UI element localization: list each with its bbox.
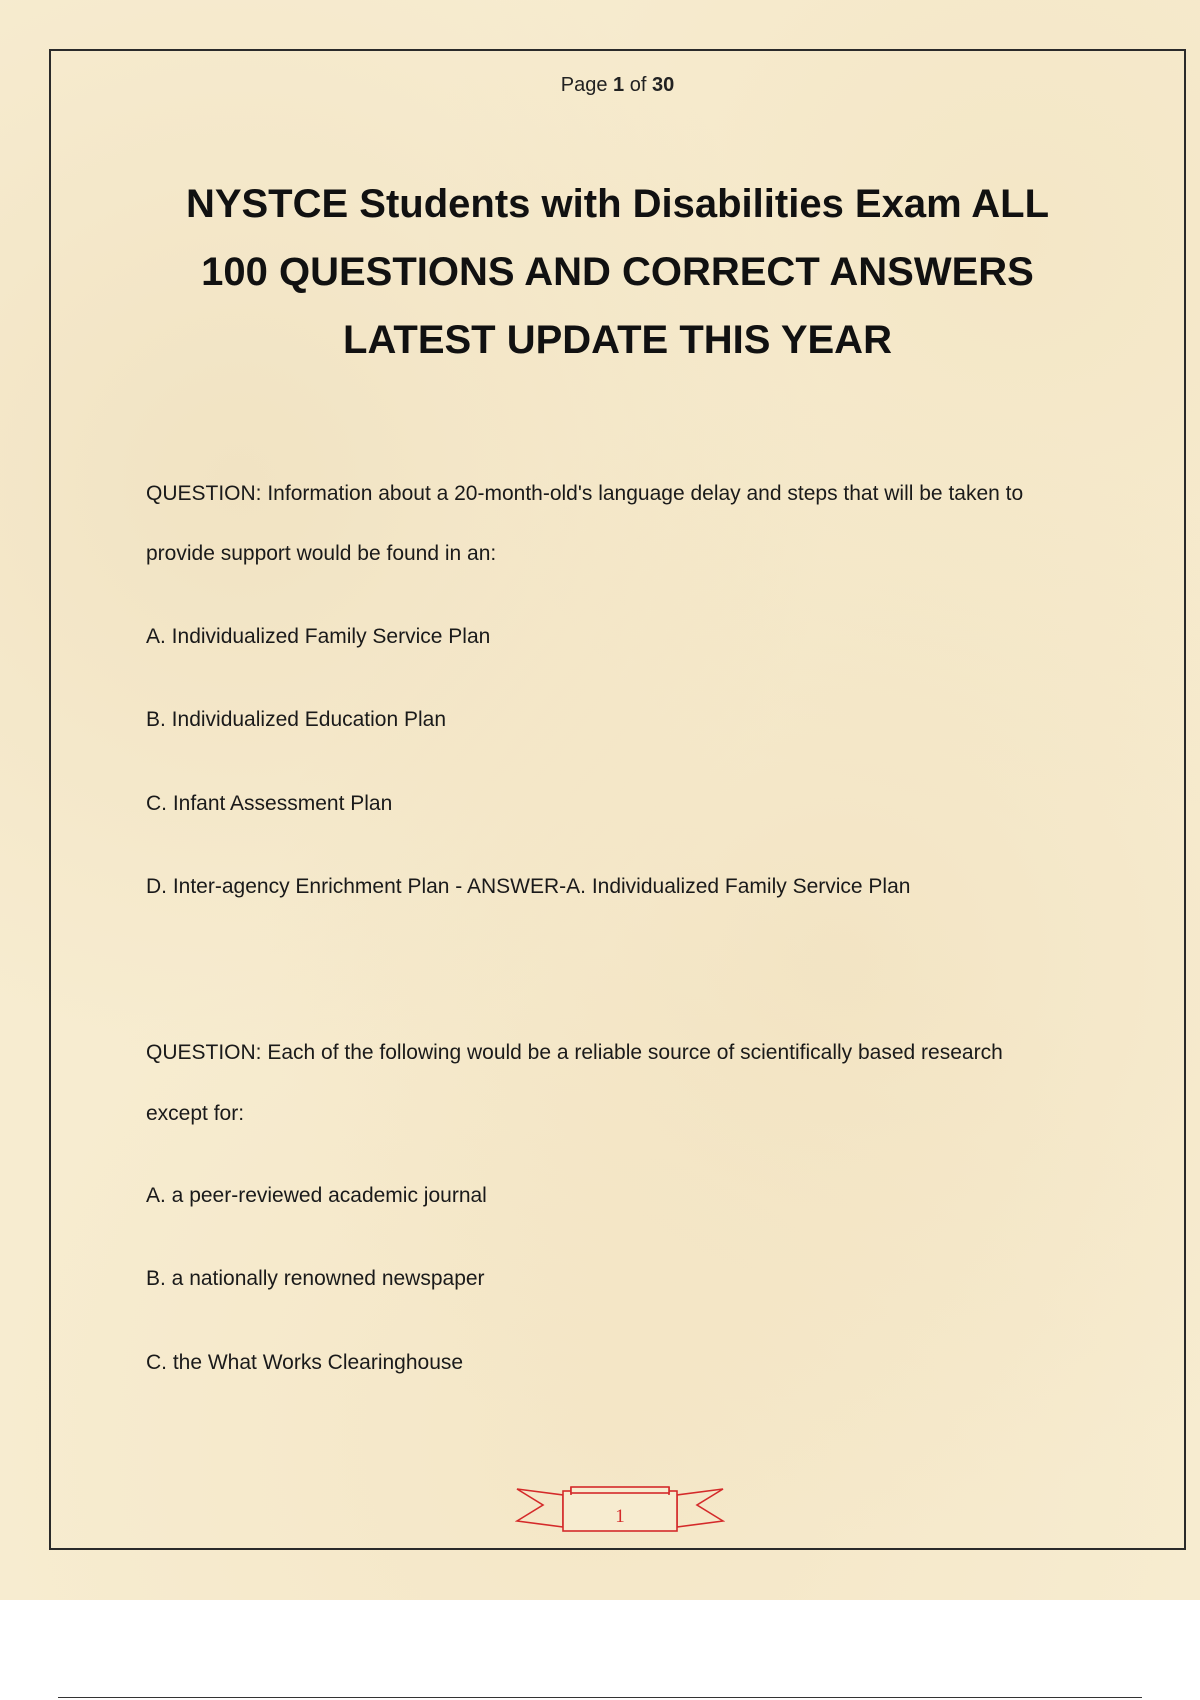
question-2-prompt-line-2: except for: bbox=[146, 1102, 245, 1125]
question-1-option-b: B. Individualized Education Plan bbox=[146, 708, 447, 731]
page-counter-of: of bbox=[629, 74, 647, 96]
question-2-option-c: C. the What Works Clearinghouse bbox=[146, 1351, 464, 1374]
title-line-2: 100 QUESTIONS AND CORRECT ANSWERS bbox=[201, 250, 1034, 294]
question-2-option-a: A. a peer-reviewed academic journal bbox=[146, 1184, 487, 1207]
question-1-option-a: A. Individualized Family Service Plan bbox=[146, 625, 491, 648]
page-number-text: 1 bbox=[615, 1506, 625, 1527]
question-2-prompt-line-1: QUESTION: Each of the following would be a reliable source of scientifically based research bbox=[146, 1041, 1003, 1064]
question-1-option-c: C. Infant Assessment Plan bbox=[146, 792, 393, 815]
page-counter-current: 1 bbox=[613, 74, 625, 96]
document-title bbox=[130, 170, 1105, 374]
page-counter-prefix: Page bbox=[560, 74, 608, 96]
question-1-prompt-line-1: QUESTION: Information about a 20-month-old's language delay and steps that will be taken to bbox=[146, 482, 1024, 505]
page-number-ribbon bbox=[515, 1481, 725, 1541]
page-counter bbox=[0, 74, 1200, 97]
page-counter-total: 30 bbox=[651, 74, 675, 96]
question-2-option-b: B. a nationally renowned newspaper bbox=[146, 1267, 485, 1290]
title-line-1: NYSTCE Students with Disabilities Exam ALL bbox=[185, 182, 1050, 226]
title-line-3: LATEST UPDATE THIS YEAR bbox=[343, 318, 892, 362]
bottom-divider bbox=[58, 1697, 1142, 1698]
question-1-option-d-with-answer: D. Inter-agency Enrichment Plan - ANSWER-A. Individualized Family Service Plan bbox=[146, 875, 911, 898]
question-1-prompt-line-2: provide support would be found in an: bbox=[146, 542, 497, 565]
